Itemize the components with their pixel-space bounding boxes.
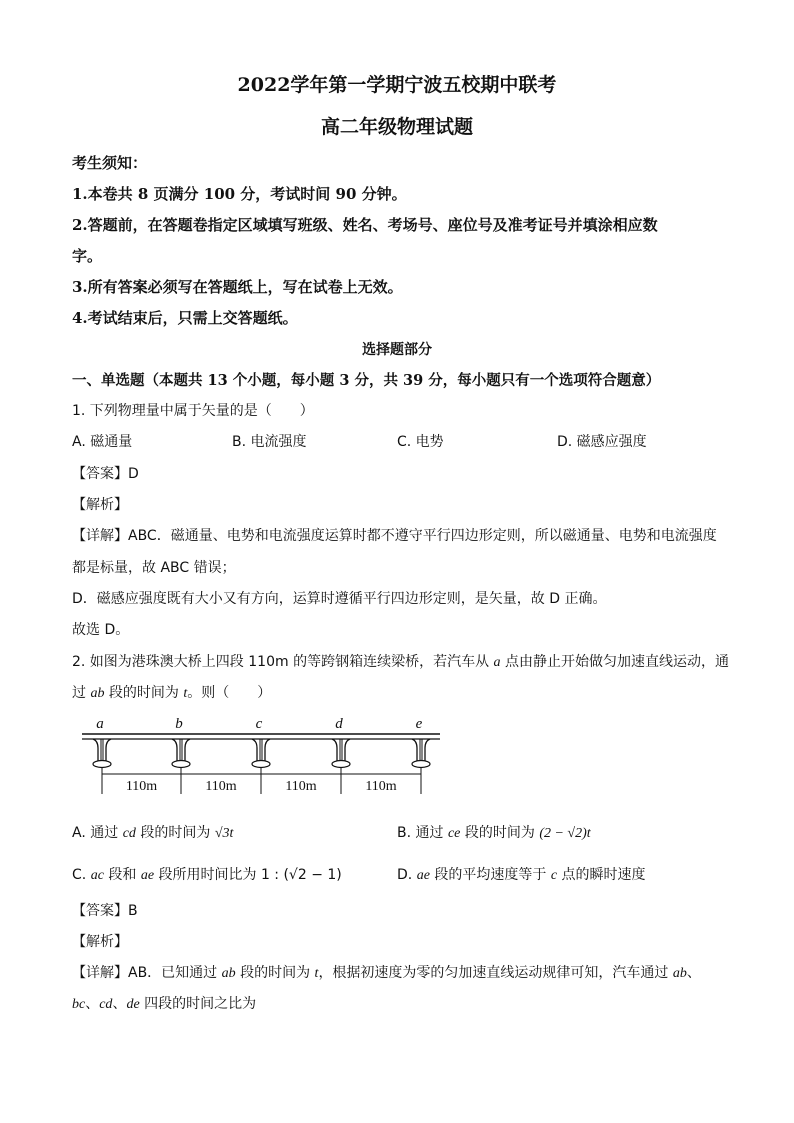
q2-option-c-text: 段所用时间比为: [154, 867, 261, 883]
q2-detail-text: 、: [85, 996, 100, 1012]
q2-option-b: [397, 822, 591, 842]
q2-detail-line-1: [72, 962, 701, 982]
q2-option-c-var: ac: [90, 868, 104, 883]
q2-option-b-text: 段的时间为: [460, 825, 540, 841]
detail-tag: 【详解】: [72, 528, 128, 544]
exam-subtitle: 高二年级物理试题: [320, 116, 473, 138]
notice-item-4: 4.考试结束后，只需上交答题纸。: [72, 309, 298, 327]
q1-detail-line-1: [72, 525, 717, 545]
q2-option-d-text: 点的瞬时速度: [557, 867, 646, 883]
q2-option-d-text: D.: [397, 867, 417, 883]
bridge-pier: [185, 739, 190, 764]
q1-option-b: B. 电流强度: [232, 434, 307, 450]
point-label: a: [96, 716, 104, 732]
q2-option-c-text: 段和: [103, 867, 141, 883]
q2-detail-text: 段的时间为: [235, 965, 315, 981]
pier-bearing: [252, 761, 270, 768]
q2-option-b-text: B. 通过: [397, 825, 448, 841]
q2-option-d-text: 段的平均速度等于: [429, 867, 551, 883]
point-label: c: [255, 716, 263, 732]
bridge-pier: [252, 739, 257, 764]
bridge-figure: [74, 712, 454, 798]
q2-answer: B: [128, 903, 138, 919]
q1-answer: D: [128, 466, 139, 482]
q1-detail-line-2: 都是标量，故 ABC 错误；: [72, 560, 236, 576]
q1-conclusion: 故选 D。: [72, 622, 130, 638]
q2-stem-line-1: [72, 651, 729, 671]
q2-stem-text: 点由静止开始做匀加速直线运动，通: [500, 654, 729, 670]
q1-detail-text-1: ABC．磁通量、电势和电流强度运算时都不遵守平行四边形定则，所以磁通量、电势和电流强度: [128, 528, 717, 544]
notice-item-3: 3.所有答案必须写在答题纸上，写在试卷上无效。: [72, 278, 403, 296]
q2-answer-line: [72, 900, 138, 920]
q2-stem-text: 过: [72, 685, 91, 701]
notice-heading: 考生须知：: [72, 154, 148, 172]
q2-option-c: [72, 864, 342, 884]
q2-option-d-var: ae: [416, 868, 430, 883]
pier-bearing: [172, 761, 190, 768]
part-title: 选择题部分: [362, 342, 432, 358]
q2-option-c-var: ae: [140, 868, 155, 883]
span-label: 110m: [125, 779, 158, 794]
bridge-pier: [425, 739, 430, 764]
q2-option-d: [397, 864, 645, 884]
answer-tag: 【答案】: [72, 903, 128, 919]
point-label: d: [335, 716, 343, 732]
bridge-pier: [332, 739, 337, 764]
q2-stem-text: 段的时间为: [104, 685, 184, 701]
bridge-pier: [265, 739, 270, 764]
bridge-pier: [172, 739, 177, 764]
pier-bearing: [412, 761, 430, 768]
q2-detail-var: de: [126, 997, 140, 1012]
q2-stem-var-a: a: [493, 655, 501, 670]
answer-tag: 【答案】: [72, 466, 128, 482]
point-label: b: [175, 716, 183, 732]
q2-detail-line-2: [72, 993, 256, 1013]
q2-stem-var-ab: ab: [90, 686, 105, 701]
notice-item-2-cont: 字。: [72, 247, 103, 265]
q2-detail-text: AB．已知通过: [128, 965, 222, 981]
q2-stem-line-2: [72, 682, 271, 702]
span-label: 110m: [365, 779, 397, 794]
q2-detail-text: 四段的时间之比为: [139, 996, 257, 1012]
q2-detail-text: 、: [112, 996, 127, 1012]
q2-option-c-text: C.: [72, 867, 91, 883]
q2-detail-var: ab: [672, 966, 687, 981]
exam-title: 2022学年第一学期宁波五校期中联考: [237, 74, 557, 96]
notice-item-2: 2.答题前，在答题卷指定区域填写班级、姓名、考场号、座位号及准考证号并填涂相应数: [72, 216, 658, 234]
point-label: e: [415, 716, 423, 732]
q1-stem: 1. 下列物理量中属于矢量的是（ ）: [72, 403, 314, 419]
q2-stem-text: 。则（ ）: [187, 685, 272, 701]
q2-option-b-var: ce: [447, 826, 461, 841]
q2-detail-var: bc: [72, 997, 86, 1012]
q2-detail-text: 、: [686, 965, 701, 981]
q1-detail-line-3: D．磁感应强度既有大小又有方向，运算时遵循平行四边形定则，是矢量，故 D 正确。: [72, 591, 607, 607]
q1-option-c: C. 电势: [397, 434, 444, 450]
bridge-pier: [345, 739, 350, 764]
q2-option-b-math: (2 − √2)t: [539, 826, 591, 841]
q2-detail-var: ab: [221, 966, 236, 981]
q2-option-a-math: √3t: [214, 826, 234, 841]
pier-bearing: [93, 761, 111, 768]
q2-option-a-text: A. 通过: [72, 825, 123, 841]
q2-option-a-text: 段的时间为: [135, 825, 215, 841]
q2-stem-text: 2. 如图为港珠澳大桥上四段 110m 的等跨钢箱连续梁桥，若汽车从: [72, 654, 494, 670]
span-label: 110m: [285, 779, 317, 794]
q2-option-d-var: c: [550, 868, 558, 883]
bridge-pier: [93, 739, 98, 764]
q1-answer-line: [72, 463, 139, 483]
q2-option-c-math: 1 : (√2 − 1): [260, 867, 342, 883]
bridge-pier: [412, 739, 417, 764]
q2-option-a-var: cd: [122, 826, 136, 841]
pier-bearing: [332, 761, 350, 768]
q2-detail-var: t: [314, 966, 319, 981]
q1-option-d: D. 磁感应强度: [557, 434, 647, 450]
detail-tag: 【详解】: [72, 965, 128, 981]
bridge-pier: [106, 739, 111, 764]
q2-detail-var: cd: [99, 997, 113, 1012]
q2-stem-var-t: t: [183, 686, 188, 701]
q2-detail-text: ，根据初速度为零的匀加速直线运动规律可知，汽车通过: [318, 965, 673, 981]
q2-option-a: [72, 822, 233, 842]
notice-item-1: 1.本卷共 8 页满分 100 分，考试时间 90 分钟。: [72, 185, 407, 203]
q1-option-a: A. 磁通量: [72, 434, 133, 450]
q1-analysis-tag: 【解析】: [72, 497, 128, 513]
q2-analysis-tag: 【解析】: [72, 934, 128, 950]
span-label: 110m: [205, 779, 237, 794]
section-heading: 一、单选题（本题共 13 个小题，每小题 3 分，共 39 分，每小题只有一个选项符合题意）: [72, 372, 661, 389]
